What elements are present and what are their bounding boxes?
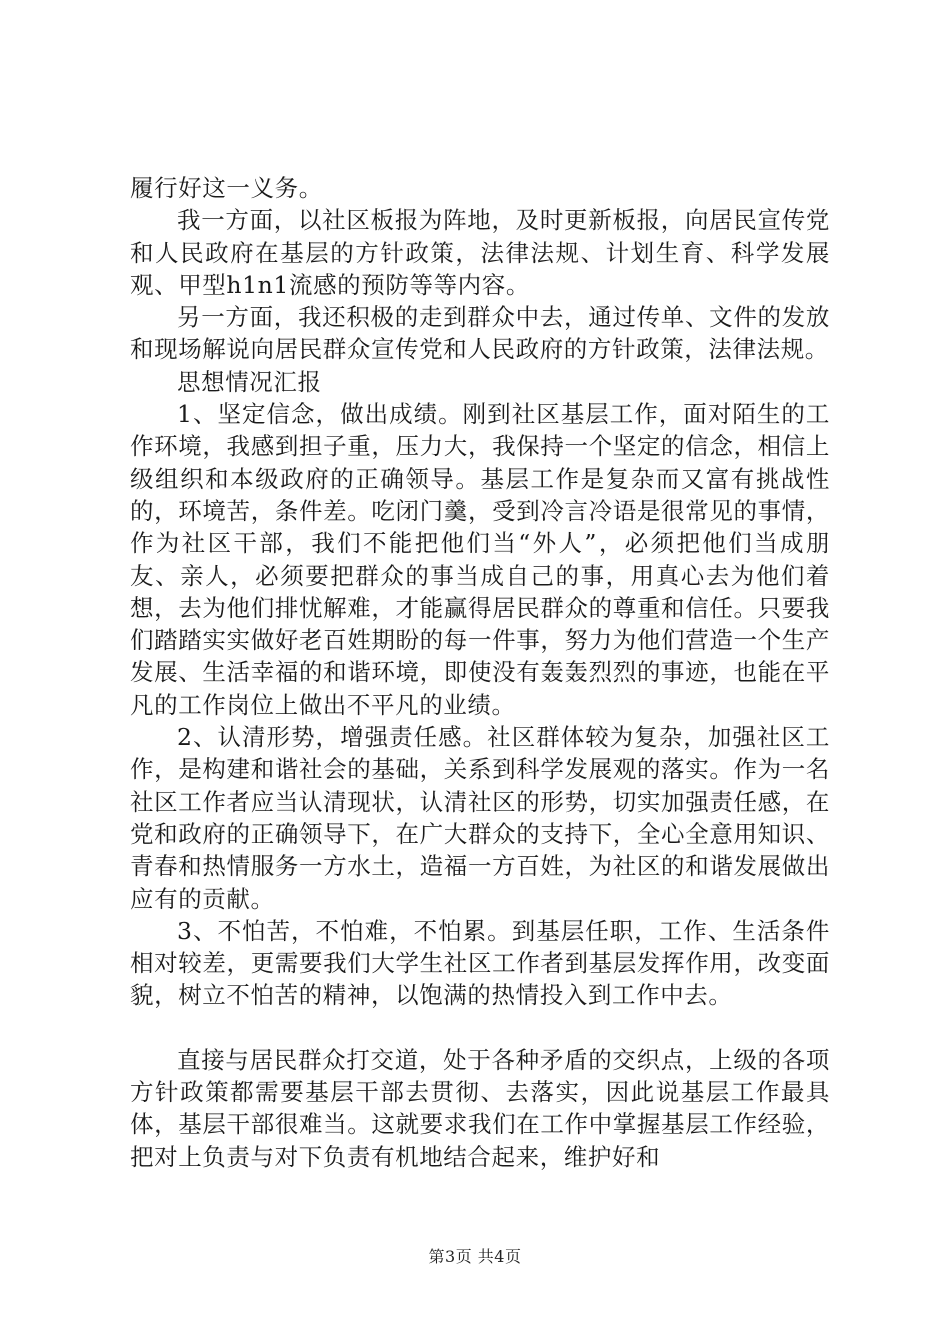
paragraph-outreach: 另一方面，我还积极的走到群众中去，通过传单、文件的发放和现场解说向居民群众宣传党和人民政府的方针政策，法律法规。: [130, 303, 830, 364]
paragraph-point-2: 2、认清形势，增强责任感。社区群体较为复杂，加强社区工作，是构建和谐社会的基础，关系到科学发展观的落实。作为一名社区工作者应当认清现状，认清社区的形势，切实加强责任感，在党和政府的正确领导下，在广大群众的支持下，全心全意用知识、青春和热情服务一方水土，造福一方百姓，为社区的和谐发展做出应有的贡献。: [130, 723, 830, 913]
paragraph-bulletin-board: 我一方面，以社区板报为阵地，及时更新板报，向居民宣传党和人民政府在基层的方针政策，法律法规、计划生育、科学发展观、甲型h1n1流感的预防等等内容。: [130, 206, 830, 299]
paragraph-spacer: [130, 1012, 830, 1044]
paragraph-continuation: 履行好这一义务。: [130, 174, 323, 202]
section-heading: 思想情况汇报: [177, 367, 322, 396]
paragraph-point-3: 3、不怕苦，不怕难，不怕累。到基层任职，工作、生活条件相对较差，更需要我们大学生社区工作者到基层发挥作用，改变面貌，树立不怕苦的精神，以饱满的热情投入到工作中去。: [130, 916, 830, 1010]
document-body: [130, 172, 830, 1173]
page-number-footer: 第3页 共4页: [428, 1247, 522, 1266]
paragraph-closing: 直接与居民群众打交道，处于各种矛盾的交织点，上级的各项方针政策都需要基层干部去贯彻、去落实，因此说基层工作最具体，基层干部很难当。这就要求我们在工作中掌握基层工作经验，把对上负责与对下负责有机地结合起来，维护好和: [130, 1045, 830, 1171]
paragraph-point-1: 1、坚定信念，做出成绩。刚到社区基层工作，面对陌生的工作环境，我感到担子重，压力大，我保持一个坚定的信念，相信上级组织和本级政府的正确领导。基层工作是复杂而又富有挑战性的，环境苦，条件差。吃闭门羹，受到冷言冷语是很常见的事情，作为社区干部，我们不能把他们当“外人”，必须把他们当成朋友、亲人，必须要把群众的事当成自己的事，用真心去为他们着想，去为他们排忧解难，才能赢得居民群众的尊重和信任。只要我们踏踏实实做好老百姓期盼的每一件事，努力为他们营造一个生产发展、生活幸福的和谐环境，即使没有轰轰烈烈的事迹，也能在平凡的工作岗位上做出不平凡的业绩。: [130, 400, 830, 719]
